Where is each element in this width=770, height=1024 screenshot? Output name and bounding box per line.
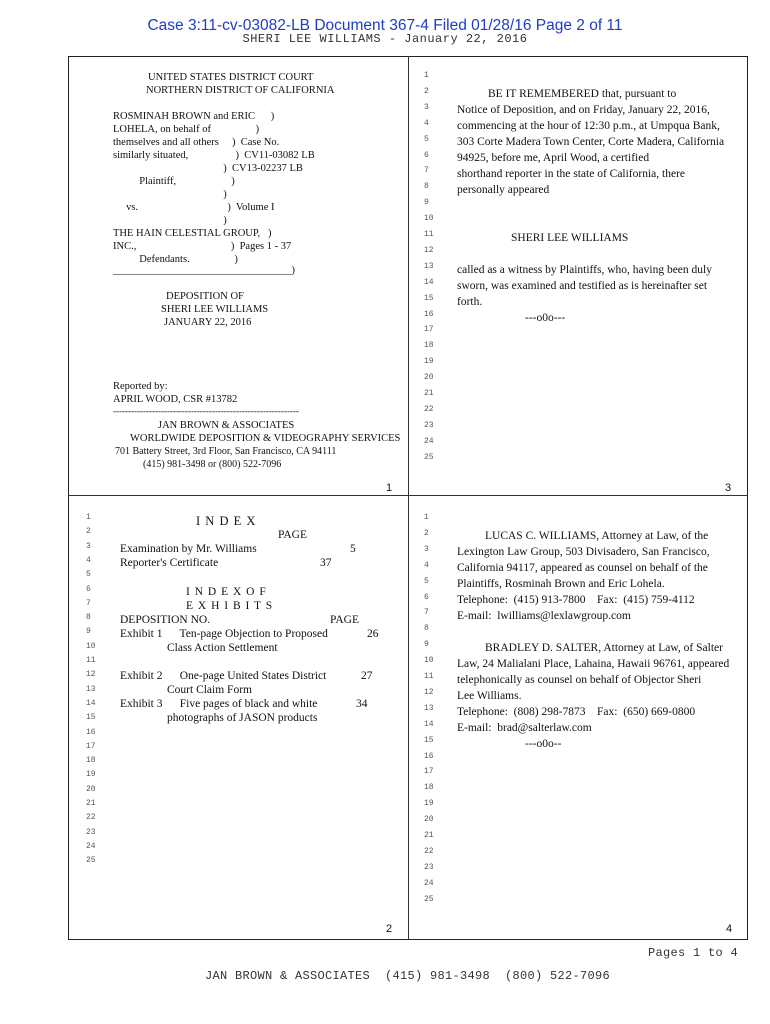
line-number: 23 [424, 862, 434, 872]
exhibit-entry: Exhibit 2 One-page United States District [120, 670, 327, 682]
deposition-title: DEPOSITION OF [166, 291, 244, 302]
counsel-line: LUCAS C. WILLIAMS, Attorney at Law, of the [485, 530, 709, 542]
line-number: 18 [424, 783, 434, 793]
index-entry: Examination by Mr. Williams [120, 543, 257, 555]
counsel-line: Lee Williams. [457, 690, 522, 702]
line-number: 11 [424, 672, 434, 681]
line-number: 1 [86, 513, 91, 522]
line-number: 6 [424, 150, 429, 160]
court-district: NORTHERN DISTRICT OF CALIFORNIA [146, 85, 335, 96]
line-number: 24 [424, 878, 434, 888]
counsel-email: E-mail: brad@salterlaw.com [457, 722, 592, 734]
line-number: 15 [424, 735, 434, 745]
line-number: 1 [424, 71, 429, 80]
line-number: 22 [424, 404, 434, 414]
case-header: Case 3:11-cv-03082-LB Document 367-4 Filed 01/28/16 Page 2 of 11 [147, 17, 623, 34]
pages-range: Pages 1 to 4 [648, 946, 739, 960]
line-number: 13 [86, 684, 96, 694]
line-number: 16 [424, 751, 434, 761]
line-number: 12 [86, 670, 96, 680]
separator-dashes: -------------------------------------------------------------- [113, 406, 299, 416]
remembered-line: BE IT REMEMBERED that, pursuant to [488, 88, 677, 100]
line-number: 10 [424, 656, 434, 666]
exhibit-page: 34 [356, 698, 368, 710]
line-number: 5 [424, 134, 429, 144]
line-number: 10 [86, 641, 96, 651]
page-number: 3 [725, 482, 732, 494]
index-entry-page: 37 [320, 557, 332, 569]
line-number: 15 [86, 713, 96, 723]
line-number: 19 [86, 770, 96, 780]
line-number: 18 [424, 341, 434, 351]
case-caption-line: ) [113, 215, 227, 226]
line-number: 17 [424, 325, 434, 335]
counsel-email: E-mail: lwilliams@lexlawgroup.com [457, 610, 631, 622]
reporter-name: APRIL WOOD, CSR #13782 [113, 394, 238, 405]
line-number: 7 [424, 608, 429, 618]
exhibit-entry-cont: Class Action Settlement [167, 642, 278, 654]
line-number: 8 [424, 624, 429, 634]
remembered-line: 94925, before me, April Wood, a certified [457, 152, 650, 164]
case-caption-line: themselves and all others ) Case No. [113, 137, 280, 148]
witness-name: SHERI LEE WILLIAMS [511, 232, 629, 244]
firm-services: WORLDWIDE DEPOSITION & VIDEOGRAPHY SERVICES [130, 433, 401, 444]
index-title: I N D E X [196, 514, 257, 528]
line-number: 4 [86, 555, 91, 565]
footer-firm: JAN BROWN & ASSOCIATES (415) 981-3498 (800) 522-7096 [205, 969, 611, 983]
counsel-phone: Telephone: (415) 913-7800 Fax: (415) 759-4112 [457, 594, 695, 606]
line-number: 4 [424, 118, 429, 128]
firm-address: 701 Battery Street, 3rd Floor, San Francisco, CA 94111 [115, 446, 337, 457]
line-number: 18 [86, 756, 96, 766]
exhibit-entry: Exhibit 3 Five pages of black and white [120, 698, 318, 710]
line-number: 22 [424, 846, 434, 856]
counsel-line: Lexington Law Group, 503 Divisadero, San Francisco, [457, 546, 710, 558]
case-caption-line: vs. ) Volume I [113, 202, 275, 213]
witness-sworn-line: forth. [457, 296, 483, 308]
deponent-name: SHERI LEE WILLIAMS [161, 304, 269, 315]
case-caption-line: ROSMINAH BROWN and ERIC ) [113, 111, 275, 122]
exhibits-title: I N D E X O F [186, 586, 267, 598]
case-caption-line: similarly situated, ) CV11-03082 LB [113, 150, 315, 161]
line-number: 16 [424, 309, 434, 319]
line-number: 16 [86, 727, 96, 737]
case-caption-line: ) CV13-02237 LB [113, 163, 303, 174]
line-number: 2 [424, 86, 429, 96]
line-number: 5 [424, 576, 429, 586]
line-number: 6 [424, 592, 429, 602]
line-number: 25 [424, 452, 434, 462]
line-number: 7 [86, 598, 91, 608]
vertical-divider [408, 56, 409, 940]
line-number: 9 [424, 640, 429, 650]
line-number: 14 [424, 719, 434, 729]
page-number: 4 [726, 923, 733, 935]
line-number: 23 [424, 420, 434, 430]
line-number: 20 [424, 373, 434, 383]
remembered-line: shorthand reporter in the state of California, there [457, 168, 686, 180]
line-number: 14 [86, 698, 96, 708]
case-caption-line: LOHELA, on behalf of ) [113, 124, 260, 135]
line-number: 3 [424, 102, 429, 112]
line-number: 3 [424, 544, 429, 554]
witness-sworn-line: sworn, was examined and testified as is hereinafter set [457, 280, 708, 292]
line-number: 11 [86, 656, 96, 665]
deposition-date: JANUARY 22, 2016 [164, 317, 252, 328]
counsel-line: Law, 24 Malialani Place, Lahaina, Hawaii 96761, appeared [457, 658, 730, 670]
line-number: 14 [424, 277, 434, 287]
page-column-label: PAGE [278, 529, 307, 541]
exhibit-page: 27 [361, 670, 373, 682]
line-number: 20 [86, 784, 96, 794]
remembered-line: Notice of Deposition, and on Friday, January 22, 2016, [457, 104, 710, 116]
line-number: 3 [86, 541, 91, 551]
line-number: 4 [424, 560, 429, 570]
line-number: 12 [424, 245, 434, 255]
counsel-phone: Telephone: (808) 298-7873 Fax: (650) 669-0800 [457, 706, 696, 718]
line-number: 5 [86, 570, 91, 580]
line-number: 19 [424, 799, 434, 809]
line-number: 21 [86, 799, 96, 808]
section-break: ---o0o--- [525, 312, 566, 324]
line-number: 11 [424, 230, 434, 239]
line-number: 9 [424, 198, 429, 208]
line-number: 12 [424, 687, 434, 697]
line-number: 9 [86, 627, 91, 637]
line-number: 8 [86, 613, 91, 623]
line-number: 6 [86, 584, 91, 594]
exhibit-entry-cont: photographs of JASON products [167, 712, 318, 724]
line-number: 13 [424, 703, 434, 713]
exhibits-title: E X H I B I T S [186, 600, 274, 612]
witness-sworn-line: called as a witness by Plaintiffs, who, having been duly [457, 264, 712, 276]
line-number: 24 [424, 436, 434, 446]
line-number: 25 [86, 856, 96, 866]
section-break: ---o0o-- [525, 738, 562, 750]
counsel-line: Plaintiffs, Rosminah Brown and Eric Lohela. [457, 578, 665, 590]
remembered-line: commencing at the hour of 12:30 p.m., at Umpqua Bank, [457, 120, 720, 132]
case-caption-line: __________________________________) [113, 265, 295, 276]
line-number: 19 [424, 357, 434, 367]
exhibit-page: 26 [367, 628, 379, 640]
line-number: 20 [424, 815, 434, 825]
line-number: 8 [424, 182, 429, 192]
firm-name: JAN BROWN & ASSOCIATES [158, 420, 295, 431]
line-number: 21 [424, 389, 434, 398]
line-number: 23 [86, 827, 96, 837]
counsel-line: California 94117, appeared as counsel on behalf of the [457, 562, 708, 574]
line-number: 15 [424, 293, 434, 303]
case-caption-line: INC., ) Pages 1 - 37 [113, 241, 292, 252]
case-caption-line: THE HAIN CELESTIAL GROUP, ) [113, 228, 272, 239]
exhibit-entry: Exhibit 1 Ten-page Objection to Proposed [120, 628, 328, 640]
line-number: 17 [424, 767, 434, 777]
line-number: 17 [86, 741, 96, 751]
page-number: 2 [386, 923, 393, 935]
counsel-line: BRADLEY D. SALTER, Attorney at Law, of Salter [485, 642, 723, 654]
page-number: 1 [386, 482, 393, 494]
line-number: 21 [424, 831, 434, 840]
exhibit-entry-cont: Court Claim Form [167, 684, 252, 696]
firm-phone: (415) 981-3498 or (800) 522-7096 [143, 459, 282, 470]
counsel-line: telephonically as counsel on behalf of Objector Sheri [457, 674, 702, 686]
exhibit-column-label: DEPOSITION NO. [120, 614, 211, 626]
case-caption-line: Defendants. ) [113, 254, 238, 265]
reported-by-label: Reported by: [113, 381, 168, 392]
line-number: 24 [86, 841, 96, 851]
case-caption-line: ) [113, 189, 227, 200]
witness-date-header: SHERI LEE WILLIAMS - January 22, 2016 [242, 32, 528, 46]
remembered-line: personally appeared [457, 184, 550, 196]
court-name: UNITED STATES DISTRICT COURT [148, 72, 314, 83]
line-number: 2 [424, 528, 429, 538]
remembered-line: 303 Corte Madera Town Center, Corte Madera, California [457, 136, 725, 148]
page-column-label: PAGE [330, 614, 359, 626]
line-number: 25 [424, 894, 434, 904]
case-caption-line: Plaintiff, ) [113, 176, 235, 187]
index-entry-page: 5 [350, 543, 356, 555]
line-number: 13 [424, 261, 434, 271]
index-entry: Reporter's Certificate [120, 557, 219, 569]
horizontal-divider [68, 495, 748, 496]
line-number: 1 [424, 513, 429, 522]
line-number: 2 [86, 527, 91, 537]
line-number: 7 [424, 166, 429, 176]
line-number: 10 [424, 214, 434, 224]
line-number: 22 [86, 813, 96, 823]
